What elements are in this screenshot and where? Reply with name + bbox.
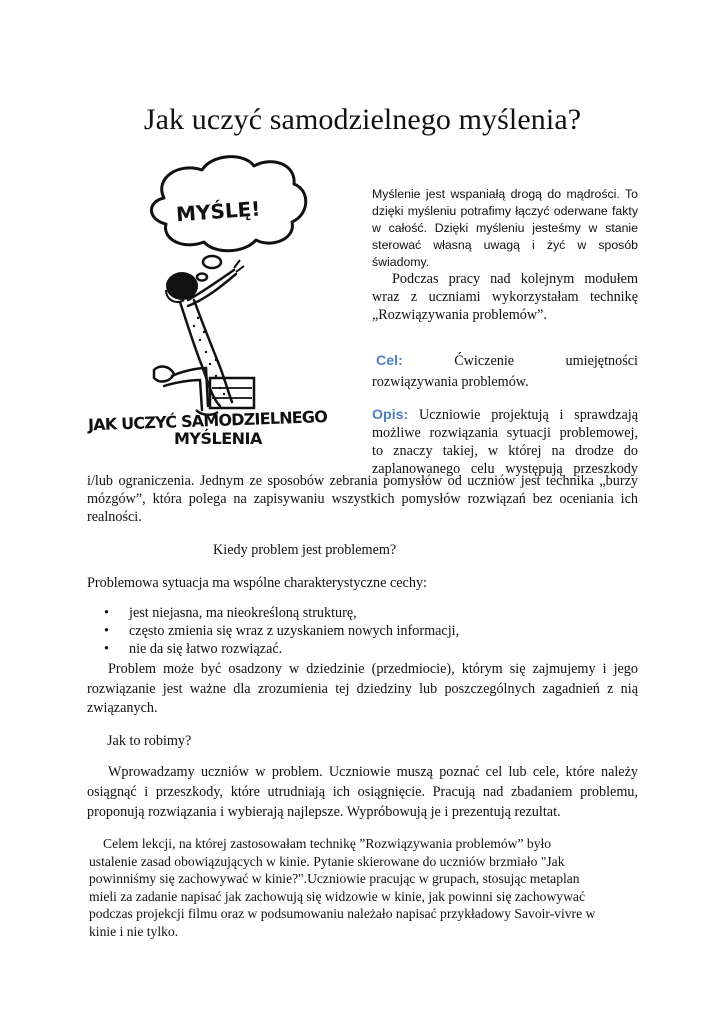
illustration-caption-line1: JAK UCZYĆ SAMODZIELNEGO bbox=[87, 407, 328, 435]
description-section bbox=[372, 406, 638, 478]
body-line: realności. bbox=[87, 509, 142, 525]
list-item: • nie da się łatwo rozwiązać. bbox=[104, 641, 283, 657]
lesson-line: podczas projekcji filmu oraz w podsumowaniu należało napisać przykładowy Savoir-vivre w bbox=[89, 906, 596, 922]
goal-text-continued: rozwiązywania problemów. bbox=[372, 374, 529, 390]
intro-line: Myślenie jest wspaniałą drogą do mądrości. To bbox=[372, 187, 638, 201]
description-line: zaplanowanego celu występują przeszkody bbox=[372, 461, 638, 477]
method-paragraph bbox=[87, 762, 638, 822]
problem-line: rozwiązanie jest ważne dla zrozumienia tej dziedziny lub poszczególnych zagadnień z nią bbox=[87, 680, 638, 697]
bullet-icon: • bbox=[104, 623, 109, 639]
body-line: i/lub ograniczenia. Jednym ze sposobów zebrania pomysłów od uczniów jest technika „burzy bbox=[87, 473, 638, 489]
lesson-line: Celem lekcji, na której zastosowałam technikę ”Rozwiązywania problemów” było bbox=[103, 836, 552, 851]
description-text: Uczniowie projektują i sprawdzają bbox=[419, 407, 638, 423]
lesson-line: kinie i nie tylko. bbox=[89, 923, 179, 939]
bullet-icon: • bbox=[104, 641, 109, 657]
intro-line: sterować własną uwagą i żyć w sposób bbox=[372, 238, 638, 252]
goal-text: Ćwiczenie umiejętności bbox=[454, 353, 638, 369]
list-item: • często zmienia się wraz z uzyskaniem nowych informacji, bbox=[104, 623, 460, 639]
method-line: Wprowadzamy uczniów w problem. Uczniowie muszą poznać cel lub cele, które należy bbox=[108, 764, 638, 780]
module-line: Podczas pracy nad kolejnym modułem bbox=[392, 271, 638, 287]
description-continuation bbox=[87, 472, 638, 526]
intro-paragraph bbox=[372, 186, 638, 271]
figure-hand bbox=[234, 260, 244, 272]
lesson-line: ustalenie zasad obowiązujących w kinie. Pytanie skierowane do uczniów brzmiało "Jak bbox=[89, 853, 565, 869]
list-item: • jest niejasna, ma nieokreśloną strukturę, bbox=[104, 605, 357, 621]
thinking-figure-illustration bbox=[84, 150, 354, 450]
thought-bubble-text: MYŚLĘ! bbox=[175, 196, 262, 227]
problem-line: związanych. bbox=[87, 700, 158, 716]
lesson-goal-paragraph bbox=[87, 835, 638, 941]
figure-legs bbox=[164, 368, 208, 410]
problem-paragraph bbox=[87, 660, 638, 719]
description-label: Opis: bbox=[372, 407, 409, 423]
section-heading-features: Problemowa sytuacja ma wspólne charakterystyczne cechy: bbox=[87, 575, 427, 591]
goal-section bbox=[372, 351, 638, 393]
module-paragraph bbox=[372, 270, 638, 324]
page-title: Jak uczyć samodzielnego myślenia? bbox=[143, 103, 582, 136]
module-line: „Rozwiązywania problemów”. bbox=[372, 307, 547, 323]
problem-line: Problem może być osadzony w dziedzinie (przedmiocie), którym się zajmujemy i jego bbox=[108, 661, 638, 677]
lesson-line: mieli za zadanie napisać jak zachowują się widzowie w kinie, jak powinni się zachowywać bbox=[89, 888, 585, 904]
section-heading-when-problem: Kiedy problem jest problemem? bbox=[213, 542, 397, 558]
stool-lines bbox=[212, 388, 252, 398]
section-heading-how: Jak to robimy? bbox=[107, 733, 192, 749]
description-line: możliwe rozwiązania sytuacji problemowej, bbox=[372, 425, 638, 441]
bullet-icon: • bbox=[104, 605, 109, 621]
intro-line: świadomy. bbox=[372, 255, 430, 269]
intro-line: dzięki myśleniu potrafimy łączyć oderwane fakty bbox=[372, 204, 638, 218]
illustration-caption-line2: MYŚLENIA bbox=[174, 429, 262, 448]
intro-line: w całość. Dzięki myśleniu jesteśmy w stanie bbox=[372, 221, 638, 235]
figure-knee bbox=[154, 367, 174, 382]
features-list bbox=[104, 604, 459, 658]
description-line: to znaczy takiej, w której na drodze do bbox=[372, 443, 638, 459]
method-line: proponują rozwiązania i wybierają najlepsze. Wypróbowują je i prezentują rezultat. bbox=[87, 804, 561, 820]
thought-dot-large bbox=[203, 256, 221, 268]
method-line: osiągnąć i przeszkody, które utrudniają ich osiągnięcie. Pracują nad zbadaniem problemu, bbox=[87, 784, 638, 800]
body-line: mózgów”, która polega na zapisywaniu wszystkich pomysłów rozwiązań bez oceniania ich bbox=[87, 491, 638, 507]
goal-label: Cel: bbox=[376, 353, 403, 369]
lesson-line: powinniśmy się zachowywać w kinie?".Uczniowie pracując w grupach, stosując metaplan bbox=[89, 871, 580, 887]
thought-dot-small bbox=[197, 274, 207, 281]
module-line: wraz z uczniami wykorzystałam technikę bbox=[372, 289, 638, 305]
